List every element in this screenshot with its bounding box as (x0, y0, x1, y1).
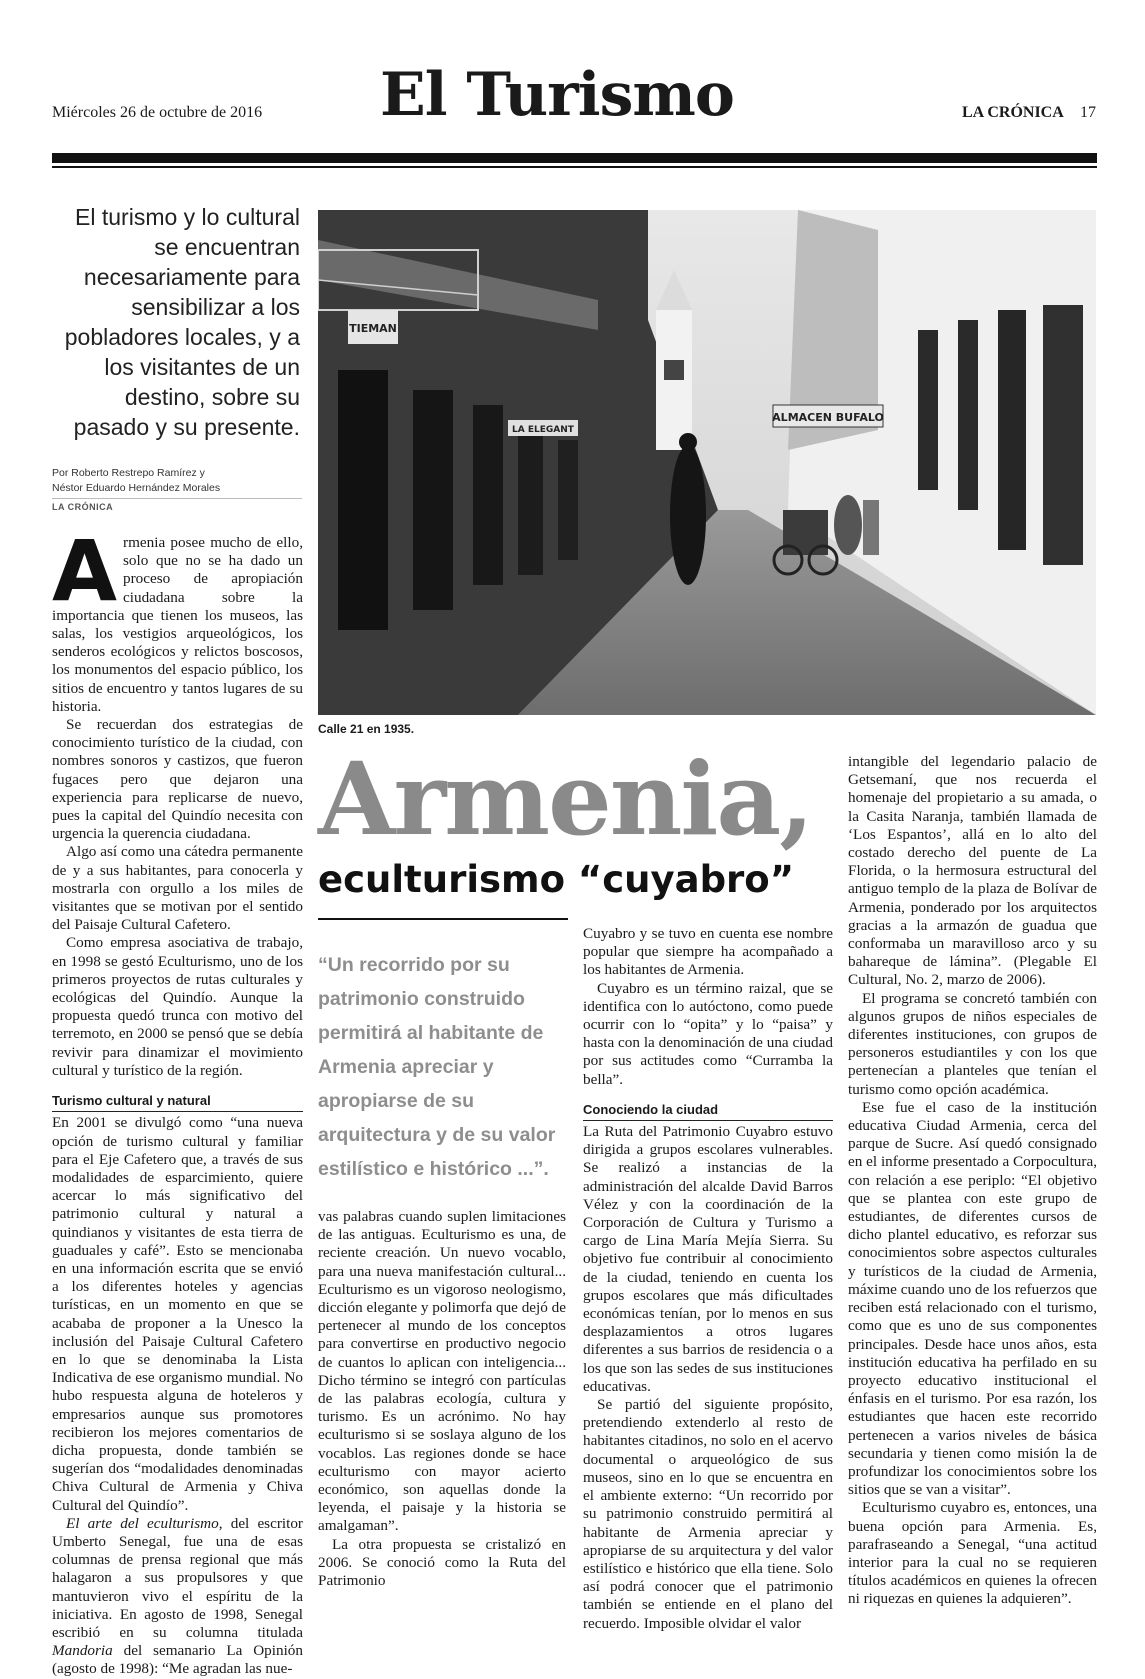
article-column-4 (848, 753, 1097, 1609)
paragraph: Cuyabro es un término raizal, que se identifica con lo autóctono, como puede ocurrir con lo “opita” y lo “paisa” y hasta con la denominación de una ciudad por sus actitudes como “Curramba la bella”. (583, 979, 833, 1088)
paragraph: Se partió del siguiente propósito, pretendiendo extenderlo al resto de habitantes citadinos, no solo en el acervo documental o arqueológico de sus museos, sino en lo que se encuentra en el ambiente externo: “Un recorrido por su patrimonio construido permitirá al habitante de Armenia apreciar y apropiarse de su arquitectura y del valor estilístico e histórico que ella tiene. Solo así podrá conocer que el patrimonio también se entiende en el plano del recuerdo. Imposible olvidar el valor (583, 1396, 833, 1632)
paragraph: Se recuerdan dos estrategias de conocimiento turístico de la ciudad, con nombres sonoros y castizos, que fueron fugaces pero que dejaron una experiencia para replicarse de nuevo, pues la capital del Quindío necesita con urgencia la querencia ciudadana. (52, 716, 303, 843)
paragraph: El arte del eculturismo, del escritor Umberto Senegal, fue una de esas columnas de prensa regional que más halagaron a sus propulsores y que mantuvieron vivo el espíritu de la iniciativa. En agosto de 1998, Senegal escribió en su columna titulada Mandoria del semanario La Opinión (agosto de 1998): “Me agradan las nue- (52, 1514, 303, 1678)
paragraph: Como empresa asociativa de trabajo, en 1998 se gestó Eculturismo, uno de los primeros proyectos de rutas culturales y ecológicas del Quindío. Aunque la propuesta quedó trunca con motivo del terremoto, en 2000 se pensó que se debía revivir para dinamizar el movimiento cultural y turístico de la región. (52, 934, 303, 1079)
byline-divider (52, 498, 302, 499)
byline-author-1: Por Roberto Restrepo Ramírez y (52, 467, 205, 479)
page-number: 17 (1080, 104, 1096, 121)
byline (52, 466, 302, 496)
paragraph: El programa se concretó también con algunos grupos de niños especiales de diferentes instituciones, con grupos de personeros estudiantiles y con los que pertenecían a planteles que tenían el turismo como opción académica. (848, 989, 1097, 1098)
paragraph: intangible del legendario palacio de Getsemaní, que nos recuerda el homenaje del propietario a su amada, o la Casita Naranja, también llamada de ‘Los Espantos’, allá en lo alto del costado derecho del puente de La Florida, o la hermosura estructural del antiguo templo de la plaza de Bolívar de Armenia, ponderado por los arquitectos gracias a la armazón de guadua que conformaba un maravilloso arco y su bahareque de lámina”. (Plegable El Cultural, No. 2, marzo de 2006). (848, 753, 1097, 989)
subhead-turismo-cultural: Turismo cultural y natural (52, 1092, 303, 1112)
byline-paper: LA CRÓNICA (52, 502, 114, 512)
header-rule-thin (52, 166, 1097, 168)
paragraph: Eculturismo cuyabro es, entonces, una buena opción para Armenia. Es, parafraseando a Senegal, “una actitud interior para la cual no se requieren títulos académicos en quienes la ofrecen ni riquezas en quienes la adquieren”. (848, 1499, 1097, 1608)
photo-sign-3: TIEMAN (349, 322, 397, 335)
photo-sign-1: ALMACEN BUFALO (772, 411, 884, 424)
headline-rule (318, 918, 568, 920)
section-title: El Turismo (380, 60, 734, 130)
header-rule-thick (52, 153, 1097, 163)
paragraph: Algo así como una cátedra permanente de y a sus habitantes, para conocerla y mostrarla con orgullo a los miles de visitantes que se motivan por el sentido del Paisaje Cultural Cafetero. (52, 843, 303, 934)
headline: Armenia, (318, 740, 813, 858)
subhead-conociendo-ciudad: Conociendo la ciudad (583, 1101, 833, 1121)
photo-sign-2: LA ELEGANT (512, 425, 574, 435)
pull-quote: “Un recorrido por su patrimonio construido permitirá al habitante de Armenia apreciar y apropiarse de su arquitectura y de su valor estilístico e histórico ...”. (318, 954, 556, 1180)
historic-street-photo (318, 210, 1096, 715)
column-title: El arte del eculturismo (66, 1514, 219, 1532)
drop-cap: A (52, 522, 118, 620)
paragraph: Cuyabro y se tuvo en cuenta ese nombre popular que siempre ha acompañado a los habitantes de Armenia. (583, 925, 833, 979)
lead-deck: El turismo y lo cultural se encuentran necesariamente para sensibilizar a los pobladores locales, y a los visitantes de un destino, sobre su pasado y su presente. (64, 204, 300, 440)
subheadline: eculturismo “cuyabro” (318, 858, 795, 901)
paragraph: Ese fue el caso de la institución educativa Ciudad Armenia, cerca del parque de Sucre. Así quedó consignado en el informe presentado a Corpocultura, con relación a ese periplo: “El objetivo que se plantea con este grupo de estudiantes, de diferentes cursos de dicho plantel educativo, es reforzar sus conocimientos sobre aspectos culturales y turísticos de la ciudad de Armenia, máxime cuando uno de los refuerzos que reciben está relacionado con el turismo, como que es uno de sus componentes principales. Desde hace unos años, esta institución educativa ha perfilado en su proyecto educativo institucional el énfasis en el turismo. Por esa razón, los estudiantes que hacen este recorrido pertenecen a varios niveles de básica secundaria y tienen como misión la de profundizar los conocimientos sobre los sitios que se van a visitar”. (848, 1098, 1097, 1499)
issue-date: Miércoles 26 de octubre de 2016 (52, 104, 263, 121)
article-column-3 (583, 925, 833, 1633)
column-name: Mandoria (52, 1642, 113, 1660)
article-column-2 (318, 1208, 566, 1590)
newspaper-name: LA CRÓNICA (962, 104, 1064, 121)
byline-author-2: Néstor Eduardo Hernández Morales (52, 482, 221, 494)
paragraph: La Ruta del Patrimonio Cuyabro estuvo dirigida a grupos escolares vulnerables. Se realizó a instancias de la administración del alcalde David Barros Vélez y con la coordinación de la Corporación de Cultura y Turismo a cargo de Lina María Mejía Sierra. Su objetivo fue contribuir al conocimiento de la ciudad, teniendo en cuenta los grupos escolares que más dificultades económicas tenían, por lo menos en sus desplazamientos a otros lugares diferentes a sus barrios de residencia o a los que son las sedes de sus instituciones educativas. (583, 1123, 833, 1395)
article-column-1 (52, 522, 303, 1679)
paragraph: rmenia posee mucho de ello, solo que no se ha dado un proceso de apropiación ciudadana sobre la importancia que tienen los museos, las salas, los vestigios arqueológicos, los senderos ecológicos y relictos boscosos, los monumentos del espacio público, los sitios de encuentro y tantos lugares de su historia. (52, 534, 303, 715)
paragraph: vas palabras cuando suplen limitaciones de las antiguas. Eculturismo es una, de reciente creación. Un nuevo vocablo, para una nueva manifestación cultural... Eculturismo es un vigoroso neologismo, dicción elegante y polimorfa que dejó de pertenecer al mundo de los conceptos para convertirse en productivo negocio de cuantos lo aplican con inteligencia... Dicho término se integró con partículas de las palabras ecología, cultura y turismo. Es un acrónimo. No hay eculturismo si se soslaya alguno de los vocablos. Las regiones donde se hace eculturismo con mayor acierto económico, son aquellas donde la leyenda, el paisaje y la historia se amalgaman”. (318, 1208, 566, 1535)
paragraph: La otra propuesta se cristalizó en 2006. Se conoció como la Ruta del Patrimonio (318, 1535, 566, 1590)
paragraph: En 2001 se divulgó como “una nueva opción de turismo cultural y familiar para el Eje Cafetero que, a través de sus modalidades de esparcimiento, quiere acercar lo más significativo del patrimonio cultural y natural a quindianos y visitantes de esta tierra de guaduales y café”. Esto se mencionaba en una información escrita que se envió a los diferentes hoteles y agencias turísticas, en un momento en que se acababa de proponer a la Unesco la inclusión del Paisaje Cultural Cafetero en lo que se denominaba la Lista Indicativa de ese organismo mundial. No hubo respuesta alguna de hoteleros y empresarios aunque sus promotores recibieron los mejores comentarios de dicha propuesta, donde también se sugerían dos “modalidades denominadas Chiva Cultural de Armenia y Chiva Cultural del Quindío”. (52, 1114, 303, 1514)
street-photo-illustration (318, 210, 1096, 715)
photo-caption: Calle 21 en 1935. (318, 722, 415, 736)
